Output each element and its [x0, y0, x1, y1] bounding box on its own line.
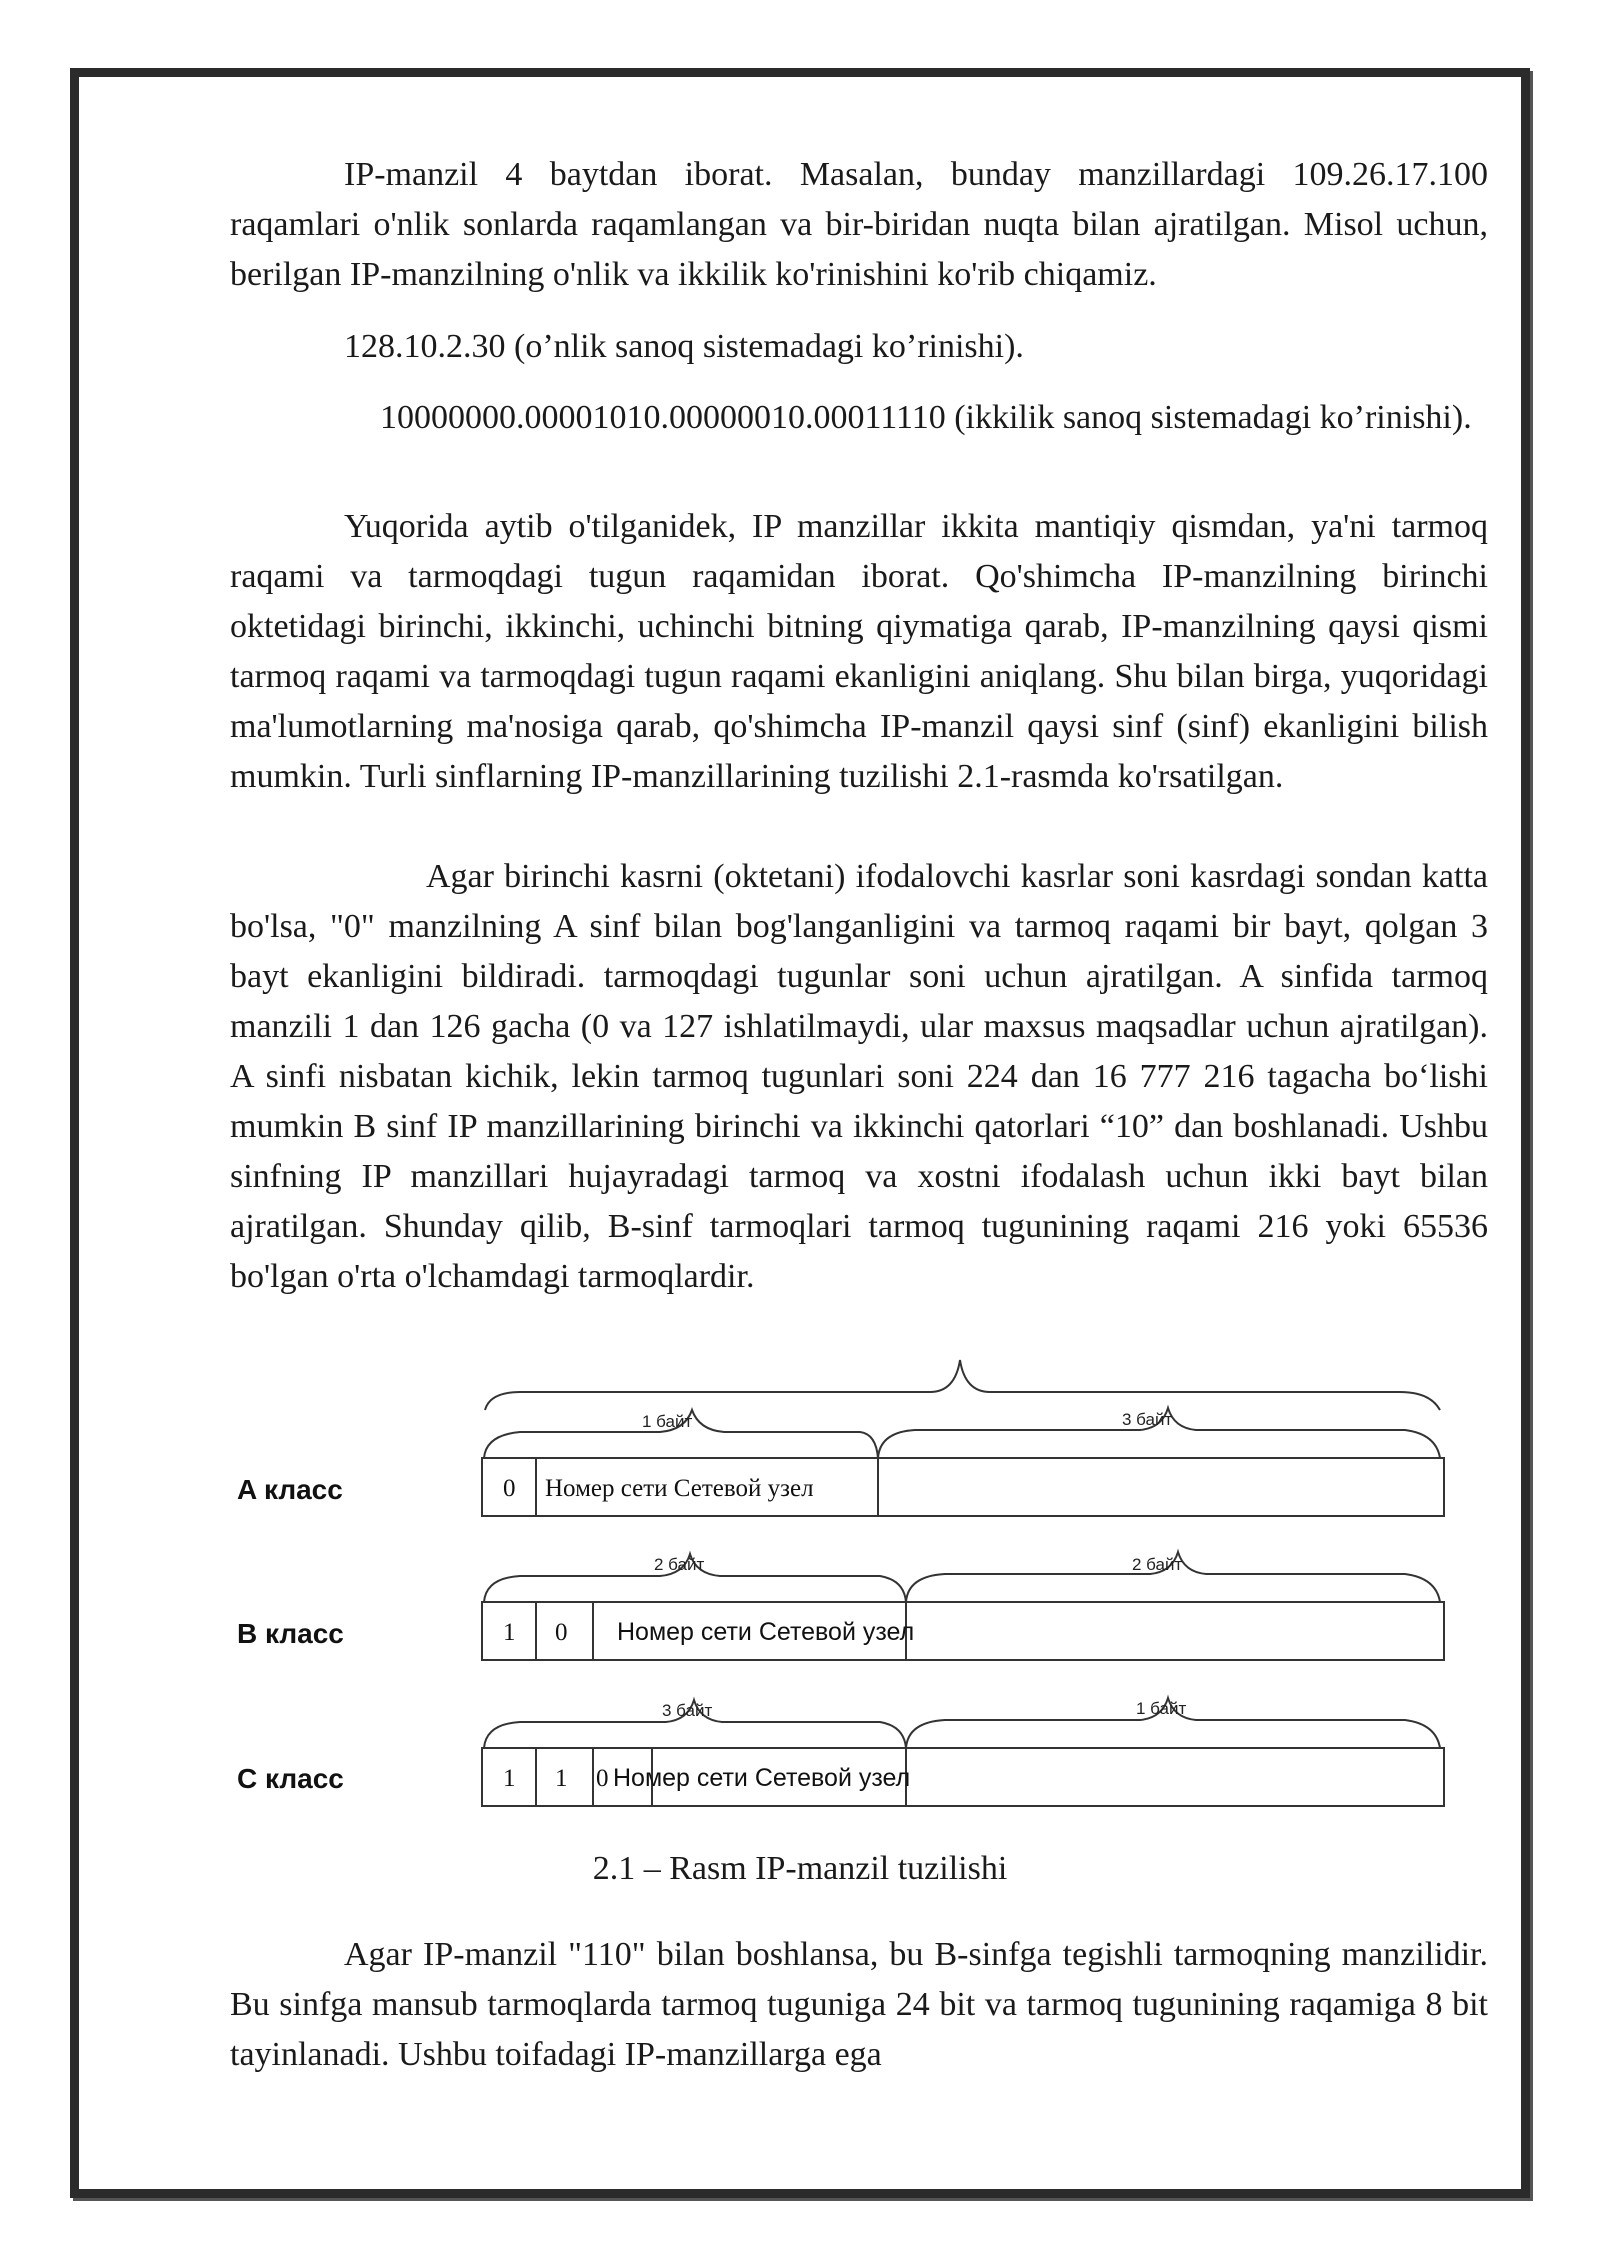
class-a-label: A класс — [237, 1474, 343, 1505]
class-c-field-label: Номер сети Сетевой узел — [613, 1764, 911, 1792]
ip-class-structure-diagram — [0, 1350, 1600, 1830]
top-brace — [485, 1360, 1440, 1410]
class-c-bit-2: 0 — [596, 1765, 609, 1792]
class-a-bit-0: 0 — [503, 1475, 516, 1502]
paragraph-binary-example: 10000000.00001010.00000010.00011110 (ikkilik sanoq sistemadagi ko’rinishi). — [380, 399, 1472, 436]
class-a-field-label: Номер сети Сетевой узел — [545, 1475, 814, 1502]
class-b-left-brace-label: 2 байт — [654, 1555, 705, 1574]
paragraph-class-a-b: Agar birinchi kasrni (oktetani) ifodalovchi kasrlar soni kasrdagi sondan katta bo'lsa, "0" manzilning A sinf bilan bog'langanligini va tarmoq raqami bir bayt, qolgan 3 bayt ekanligini bildiradi. tarmoqdagi tugunlar soni uchun ajratilgan. A sinfida tarmoq manzili 1 dan 126 gacha (0 va 127 ishlatilmaydi, ular maxsus maqsadlar uchun ajratilgan). A sinfi nisbatan kichik, lekin tarmoq tugunlari soni 224 dan 16 777 216 tagacha bo‘lishi mumkin B sinf IP manzillarining birinchi va ikkinchi qatorlari “10” dan boshlanadi. Ushbu sinfning IP manzillari hujayradagi tarmoq va xostni ifodalash uchun ikki bayt bilan ajratilgan. Shunday qilib, B-sinf tarmoqlari tarmoq tugunining raqami 216 yoki 65536 bo'lgan o'rta o'lchamdagi tarmoqlardir. — [230, 858, 1488, 1295]
class-a-right-brace-label: 3 байт — [1122, 1410, 1173, 1429]
class-c-bit-0: 1 — [503, 1765, 516, 1792]
class-c-bit-1: 1 — [555, 1765, 568, 1792]
figure-caption: 2.1 – Rasm IP-manzil tuzilishi — [592, 1850, 1008, 1887]
class-c-left-brace-label: 3 байт — [662, 1701, 713, 1720]
class-b-right-brace-label: 2 байт — [1132, 1555, 1183, 1574]
paragraph-class-c: Agar IP-manzil "110" bilan boshlansa, bu B-sinfga tegishli tarmoqning manzilidir. Bu sinfga mansub tarmoqlarda tarmoq tuguniga 24 bit va tarmoq tugunining raqamiga 8 bit tayinlanadi. Ushbu toifadagi IP-manzillarga ega — [230, 1936, 1488, 2073]
class-a-left-brace-label: 1 байт — [642, 1412, 693, 1431]
class-c-right-brace-label: 1 байт — [1136, 1699, 1187, 1718]
class-b-label: B класс — [237, 1618, 344, 1649]
class-c-label: C класс — [237, 1763, 344, 1794]
paragraph-intro: IP-manzil 4 baytdan iborat. Masalan, bunday manzillardagi 109.26.17.100 raqamlari o'nlik sonlarda raqamlangan va bir-biridan nuqta bilan ajratilgan. Misol uchun, berilgan IP-manzilning o'nlik va ikkilik ko'rinishini ko'rib chiqamiz. — [230, 156, 1488, 293]
class-b-bit-1: 0 — [555, 1619, 568, 1646]
class-b-field-label: Номер сети Сетевой узел — [617, 1618, 915, 1646]
paragraph-decimal-example: 128.10.2.30 (o’nlik sanoq sistemadagi ko’rinishi). — [344, 328, 1024, 365]
class-b-bit-0: 1 — [503, 1619, 516, 1646]
paragraph-logical-parts: Yuqorida aytib o'tilganidek, IP manzillar ikkita mantiqiy qismdan, ya'ni tarmoq raqami va tarmoqdagi tugun raqamidan iborat. Qo'shimcha IP-manzilning birinchi oktetidagi birinchi, ikkinchi, uchinchi bitning qiymatiga qarab, IP-manzilning qaysi qismi tarmoq raqami va tarmoqdagi tugun raqami ekanligini aniqlang. Shu bilan birga, yuqoridagi ma'lumotlarning ma'nosiga qarab, qo'shimcha IP-manzil qaysi sinf (sinf) ekanligini bilish mumkin. Turli sinflarning IP-manzillarining tuzilishi 2.1-rasmda ko'rsatilgan. — [230, 508, 1488, 795]
